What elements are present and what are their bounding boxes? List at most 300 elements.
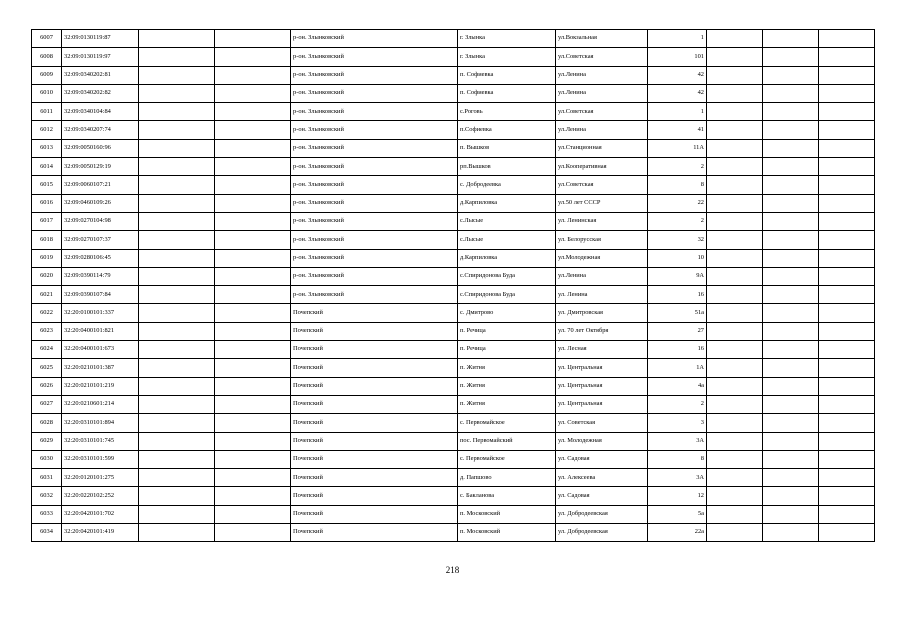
house-number-cell: 3 (648, 414, 707, 432)
empty-cell (819, 414, 875, 432)
table-row (32, 432, 875, 450)
district-cell: р-он. Злынковский (291, 84, 458, 102)
empty-cell (763, 121, 819, 139)
house-number-cell: 1 (648, 30, 707, 48)
empty-cell (215, 66, 291, 84)
empty-cell (139, 267, 215, 285)
empty-cell (707, 212, 763, 230)
cadastral-number-cell: 32:20:0420101:702 (62, 505, 139, 523)
table-row (32, 524, 875, 542)
empty-cell (139, 249, 215, 267)
street-cell: ул. Белорусская (556, 231, 648, 249)
district-cell: р-он. Злынковский (291, 66, 458, 84)
table-row (32, 66, 875, 84)
house-number-cell: 42 (648, 66, 707, 84)
empty-cell (763, 158, 819, 176)
cadastral-number-cell: 32:09:0130119:87 (62, 30, 139, 48)
street-cell: ул.Молодежная (556, 249, 648, 267)
row-number-cell: 6016 (32, 194, 62, 212)
empty-cell (215, 158, 291, 176)
empty-cell (819, 194, 875, 212)
house-number-cell: 16 (648, 286, 707, 304)
locality-cell: п. Житня (458, 359, 556, 377)
street-cell: ул. Центральная (556, 395, 648, 413)
row-number-cell: 6027 (32, 395, 62, 413)
empty-cell (139, 469, 215, 487)
table-row (32, 286, 875, 304)
page-number: 218 (445, 565, 460, 575)
district-cell: Почепский (291, 432, 458, 450)
street-cell: ул. Добродеевская (556, 505, 648, 523)
district-cell: р-он. Злынковский (291, 103, 458, 121)
empty-cell (819, 286, 875, 304)
empty-cell (215, 395, 291, 413)
empty-cell (819, 505, 875, 523)
empty-cell (707, 139, 763, 157)
house-number-cell: 101 (648, 48, 707, 66)
empty-cell (763, 322, 819, 340)
locality-cell: с.Спиридонова Буда (458, 267, 556, 285)
empty-cell (139, 487, 215, 505)
empty-cell (763, 30, 819, 48)
district-cell: Почепский (291, 359, 458, 377)
locality-cell: п. Вышков (458, 139, 556, 157)
district-cell: Почепский (291, 450, 458, 468)
district-cell: р-он. Злынковский (291, 231, 458, 249)
locality-cell: п. Московский (458, 505, 556, 523)
street-cell: ул. Ленинская (556, 212, 648, 230)
cadastral-number-cell: 32:09:0270104:98 (62, 212, 139, 230)
district-cell: р-он. Злынковский (291, 121, 458, 139)
cadastral-number-cell: 32:09:0270107:37 (62, 231, 139, 249)
empty-cell (139, 66, 215, 84)
table-row (32, 377, 875, 395)
empty-cell (139, 322, 215, 340)
cadastral-number-cell: 32:09:0050129:19 (62, 158, 139, 176)
row-number-cell: 6032 (32, 487, 62, 505)
street-cell: ул.Вокзальная (556, 30, 648, 48)
locality-cell: п. Софиевка (458, 66, 556, 84)
empty-cell (707, 66, 763, 84)
empty-cell (215, 304, 291, 322)
empty-cell (215, 103, 291, 121)
empty-cell (707, 469, 763, 487)
row-number-cell: 6007 (32, 30, 62, 48)
empty-cell (707, 121, 763, 139)
district-cell: Почепский (291, 377, 458, 395)
locality-cell: п. Московский (458, 524, 556, 542)
empty-cell (139, 524, 215, 542)
empty-cell (215, 139, 291, 157)
empty-cell (707, 395, 763, 413)
empty-cell (215, 377, 291, 395)
house-number-cell: 4а (648, 377, 707, 395)
empty-cell (215, 121, 291, 139)
empty-cell (215, 450, 291, 468)
empty-cell (763, 377, 819, 395)
cadastral-number-cell: 32:09:0340202:81 (62, 66, 139, 84)
empty-cell (139, 450, 215, 468)
street-cell: ул.Советская (556, 176, 648, 194)
empty-cell (819, 139, 875, 157)
empty-cell (819, 84, 875, 102)
empty-cell (707, 267, 763, 285)
empty-cell (215, 231, 291, 249)
empty-cell (763, 249, 819, 267)
empty-cell (139, 212, 215, 230)
locality-cell: с.Спиридонова Буда (458, 286, 556, 304)
row-number-cell: 6009 (32, 66, 62, 84)
empty-cell (763, 212, 819, 230)
empty-cell (707, 322, 763, 340)
table-row (32, 176, 875, 194)
house-number-cell: 5а (648, 505, 707, 523)
district-cell: Почепский (291, 395, 458, 413)
street-cell: ул.Советская (556, 48, 648, 66)
row-number-cell: 6024 (32, 341, 62, 359)
empty-cell (707, 30, 763, 48)
empty-cell (707, 158, 763, 176)
empty-cell (763, 66, 819, 84)
locality-cell: с. Добродеевка (458, 176, 556, 194)
empty-cell (139, 286, 215, 304)
table-row (32, 84, 875, 102)
empty-cell (139, 84, 215, 102)
empty-cell (763, 524, 819, 542)
district-cell: р-он. Злынковский (291, 212, 458, 230)
house-number-cell: 22 (648, 194, 707, 212)
empty-cell (819, 487, 875, 505)
empty-cell (763, 286, 819, 304)
district-cell: р-он. Злынковский (291, 158, 458, 176)
district-cell: Почепский (291, 414, 458, 432)
house-number-cell: 9А (648, 267, 707, 285)
empty-cell (215, 469, 291, 487)
row-number-cell: 6028 (32, 414, 62, 432)
registry-body (32, 30, 875, 542)
empty-cell (819, 322, 875, 340)
row-number-cell: 6034 (32, 524, 62, 542)
cadastral-number-cell: 32:20:0310101:745 (62, 432, 139, 450)
row-number-cell: 6013 (32, 139, 62, 157)
empty-cell (215, 30, 291, 48)
street-cell: ул. Садовая (556, 487, 648, 505)
empty-cell (819, 158, 875, 176)
table-row (32, 414, 875, 432)
table-row (32, 341, 875, 359)
empty-cell (707, 304, 763, 322)
cadastral-number-cell: 32:20:0210101:387 (62, 359, 139, 377)
house-number-cell: 2 (648, 158, 707, 176)
house-number-cell: 22а (648, 524, 707, 542)
empty-cell (763, 505, 819, 523)
empty-cell (139, 176, 215, 194)
row-number-cell: 6029 (32, 432, 62, 450)
district-cell: р-он. Злынковский (291, 30, 458, 48)
table-row (32, 194, 875, 212)
empty-cell (139, 121, 215, 139)
street-cell: ул. 70 лет Октября (556, 322, 648, 340)
district-cell: Почепский (291, 487, 458, 505)
district-cell: Почепский (291, 505, 458, 523)
table-row (32, 103, 875, 121)
district-cell: р-он. Злынковский (291, 286, 458, 304)
street-cell: ул. Лесная (556, 341, 648, 359)
cadastral-number-cell: 32:09:0340104:84 (62, 103, 139, 121)
locality-cell: с. Первомайское (458, 414, 556, 432)
empty-cell (819, 121, 875, 139)
table-row (32, 304, 875, 322)
row-number-cell: 6012 (32, 121, 62, 139)
row-number-cell: 6022 (32, 304, 62, 322)
cadastral-number-cell: 32:20:0220102:252 (62, 487, 139, 505)
district-cell: Почепский (291, 469, 458, 487)
table-row (32, 212, 875, 230)
house-number-cell: 2 (648, 212, 707, 230)
district-cell: Почепский (291, 322, 458, 340)
cadastral-number-cell: 32:09:0340202:82 (62, 84, 139, 102)
district-cell: Почепский (291, 304, 458, 322)
table-row (32, 158, 875, 176)
house-number-cell: 8 (648, 176, 707, 194)
empty-cell (139, 341, 215, 359)
table-row (32, 322, 875, 340)
empty-cell (763, 432, 819, 450)
empty-cell (215, 414, 291, 432)
row-number-cell: 6020 (32, 267, 62, 285)
empty-cell (139, 395, 215, 413)
empty-cell (763, 48, 819, 66)
cadastral-number-cell: 32:09:0050160:96 (62, 139, 139, 157)
street-cell: ул. Центральная (556, 359, 648, 377)
locality-cell: с.Лысые (458, 231, 556, 249)
empty-cell (215, 359, 291, 377)
empty-cell (763, 139, 819, 157)
empty-cell (819, 341, 875, 359)
empty-cell (707, 249, 763, 267)
empty-cell (707, 359, 763, 377)
street-cell: ул. Добродеевская (556, 524, 648, 542)
house-number-cell: 16 (648, 341, 707, 359)
district-cell: р-он. Злынковский (291, 176, 458, 194)
table-row (32, 121, 875, 139)
empty-cell (707, 524, 763, 542)
row-number-cell: 6033 (32, 505, 62, 523)
row-number-cell: 6010 (32, 84, 62, 102)
locality-cell: п. Софиевка (458, 84, 556, 102)
district-cell: Почепский (291, 524, 458, 542)
empty-cell (819, 176, 875, 194)
empty-cell (215, 432, 291, 450)
row-number-cell: 6017 (32, 212, 62, 230)
empty-cell (819, 304, 875, 322)
locality-cell: п. Речица (458, 341, 556, 359)
district-cell: р-он. Злынковский (291, 48, 458, 66)
empty-cell (819, 377, 875, 395)
locality-cell: п.Софиевка (458, 121, 556, 139)
street-cell: ул.Кооперативная (556, 158, 648, 176)
house-number-cell: 42 (648, 84, 707, 102)
street-cell: ул.Ленина (556, 267, 648, 285)
empty-cell (763, 194, 819, 212)
cadastral-number-cell: 32:20:0100101:337 (62, 304, 139, 322)
locality-cell: п. Житня (458, 377, 556, 395)
locality-cell: с.Лысые (458, 212, 556, 230)
empty-cell (763, 103, 819, 121)
empty-cell (707, 84, 763, 102)
street-cell: ул. Молодежная (556, 432, 648, 450)
row-number-cell: 6011 (32, 103, 62, 121)
empty-cell (707, 341, 763, 359)
street-cell: ул.50 лет СССР (556, 194, 648, 212)
empty-cell (763, 487, 819, 505)
empty-cell (763, 395, 819, 413)
empty-cell (139, 158, 215, 176)
empty-cell (139, 432, 215, 450)
row-number-cell: 6019 (32, 249, 62, 267)
street-cell: ул.Ленина (556, 84, 648, 102)
row-number-cell: 6023 (32, 322, 62, 340)
empty-cell (819, 524, 875, 542)
street-cell: ул.Советская (556, 103, 648, 121)
district-cell: Почепский (291, 341, 458, 359)
house-number-cell: 11А (648, 139, 707, 157)
locality-cell: с. Бакланова (458, 487, 556, 505)
empty-cell (763, 469, 819, 487)
house-number-cell: 10 (648, 249, 707, 267)
empty-cell (819, 267, 875, 285)
empty-cell (215, 212, 291, 230)
locality-cell: с.Роговь (458, 103, 556, 121)
empty-cell (139, 139, 215, 157)
cadastral-number-cell: 32:20:0120101:275 (62, 469, 139, 487)
locality-cell: рп.Вышков (458, 158, 556, 176)
empty-cell (707, 487, 763, 505)
house-number-cell: 41 (648, 121, 707, 139)
empty-cell (707, 231, 763, 249)
locality-cell: с. Первомайское (458, 450, 556, 468)
empty-cell (707, 103, 763, 121)
empty-cell (139, 194, 215, 212)
empty-cell (707, 194, 763, 212)
cadastral-number-cell: 32:20:0400101:673 (62, 341, 139, 359)
empty-cell (707, 286, 763, 304)
empty-cell (763, 414, 819, 432)
empty-cell (139, 505, 215, 523)
street-cell: ул.Ленина (556, 121, 648, 139)
empty-cell (707, 48, 763, 66)
row-number-cell: 6014 (32, 158, 62, 176)
street-cell: ул. Садовая (556, 450, 648, 468)
row-number-cell: 6030 (32, 450, 62, 468)
table-row (32, 487, 875, 505)
street-cell: ул. Ленина (556, 286, 648, 304)
empty-cell (819, 48, 875, 66)
district-cell: р-он. Злынковский (291, 249, 458, 267)
empty-cell (215, 84, 291, 102)
empty-cell (763, 176, 819, 194)
empty-cell (215, 341, 291, 359)
empty-cell (819, 395, 875, 413)
street-cell: ул.Станционная (556, 139, 648, 157)
street-cell: ул. Алексеева (556, 469, 648, 487)
locality-cell: г. Злынка (458, 48, 556, 66)
table-row (32, 505, 875, 523)
empty-cell (819, 359, 875, 377)
table-row (32, 139, 875, 157)
empty-cell (819, 231, 875, 249)
house-number-cell: 12 (648, 487, 707, 505)
empty-cell (215, 524, 291, 542)
house-number-cell: 3А (648, 432, 707, 450)
empty-cell (707, 505, 763, 523)
row-number-cell: 6018 (32, 231, 62, 249)
house-number-cell: 27 (648, 322, 707, 340)
empty-cell (819, 103, 875, 121)
empty-cell (707, 377, 763, 395)
table-row (32, 450, 875, 468)
street-cell: ул. Дмитровская (556, 304, 648, 322)
house-number-cell: 1 (648, 103, 707, 121)
registry-table (31, 29, 875, 542)
house-number-cell: 3А (648, 469, 707, 487)
house-number-cell: 2 (648, 395, 707, 413)
cadastral-number-cell: 32:09:0280106:45 (62, 249, 139, 267)
locality-cell: п. Речица (458, 322, 556, 340)
cadastral-number-cell: 32:09:0130119:97 (62, 48, 139, 66)
empty-cell (819, 469, 875, 487)
table-row (32, 231, 875, 249)
row-number-cell: 6015 (32, 176, 62, 194)
empty-cell (763, 359, 819, 377)
empty-cell (819, 432, 875, 450)
street-cell: ул. Центральная (556, 377, 648, 395)
locality-cell: д. Папшово (458, 469, 556, 487)
house-number-cell: 1А (648, 359, 707, 377)
empty-cell (215, 487, 291, 505)
empty-cell (215, 505, 291, 523)
table-row (32, 249, 875, 267)
empty-cell (763, 341, 819, 359)
district-cell: р-он. Злынковский (291, 267, 458, 285)
cadastral-number-cell: 32:09:0390114:79 (62, 267, 139, 285)
empty-cell (139, 359, 215, 377)
empty-cell (819, 30, 875, 48)
locality-cell: г. Злынка (458, 30, 556, 48)
cadastral-number-cell: 32:09:0460109:26 (62, 194, 139, 212)
empty-cell (139, 48, 215, 66)
empty-cell (215, 48, 291, 66)
table-row (32, 469, 875, 487)
empty-cell (763, 84, 819, 102)
empty-cell (707, 414, 763, 432)
empty-cell (819, 212, 875, 230)
row-number-cell: 6021 (32, 286, 62, 304)
table-row (32, 359, 875, 377)
locality-cell: д.Карпиловка (458, 194, 556, 212)
cadastral-number-cell: 32:09:0390107:84 (62, 286, 139, 304)
empty-cell (707, 450, 763, 468)
row-number-cell: 6008 (32, 48, 62, 66)
empty-cell (763, 231, 819, 249)
table-row (32, 395, 875, 413)
empty-cell (819, 450, 875, 468)
cadastral-number-cell: 32:20:0310101:894 (62, 414, 139, 432)
house-number-cell: 32 (648, 231, 707, 249)
cadastral-number-cell: 32:20:0210601:214 (62, 395, 139, 413)
empty-cell (215, 176, 291, 194)
street-cell: ул. Советская (556, 414, 648, 432)
